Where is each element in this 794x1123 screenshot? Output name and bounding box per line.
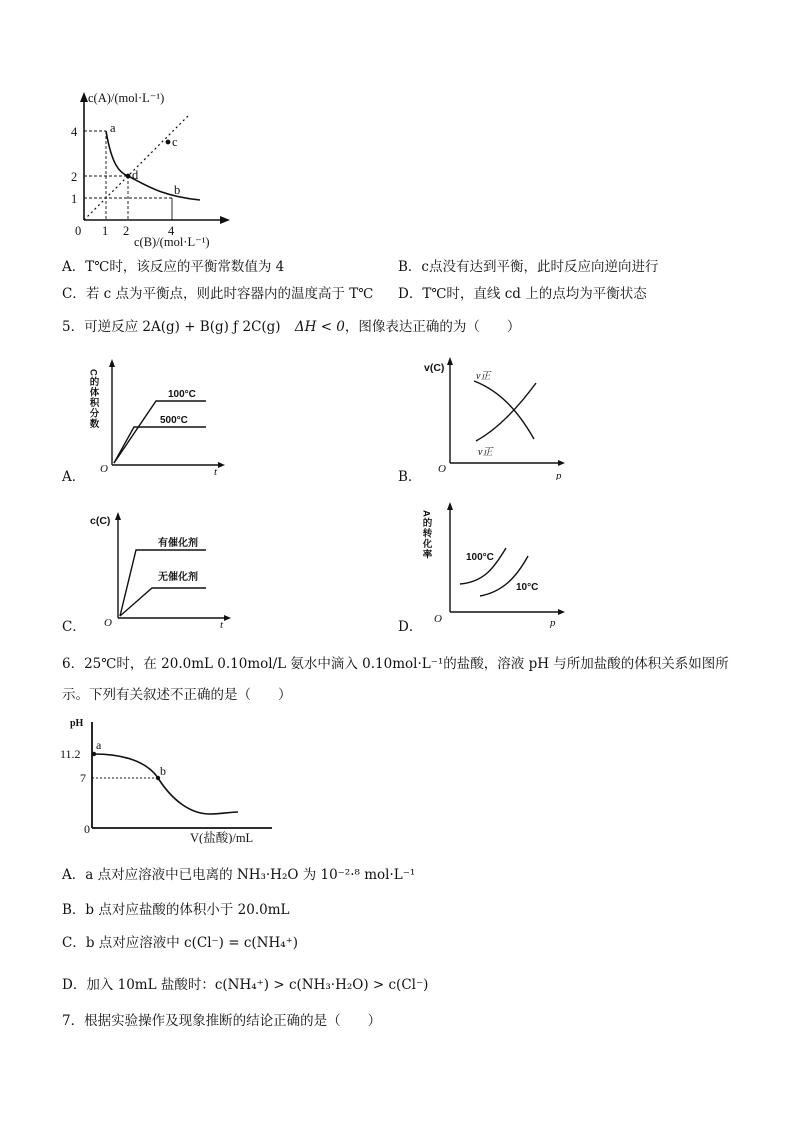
- q6-titration-graph: [60, 712, 280, 844]
- chart-c-origin: O: [104, 617, 112, 628]
- point-c: [166, 140, 171, 145]
- chart-d-origin: O: [434, 613, 442, 625]
- chart-b-ylabel: v(C): [424, 362, 445, 374]
- q6-label-b: b: [160, 764, 166, 778]
- xtick-1: 1: [102, 224, 109, 238]
- chart-d-curve1: 100°C: [466, 552, 494, 563]
- q6-y1: 11.2: [60, 747, 81, 761]
- q6-option-b: B．b 点对应盐酸的体积小于 20.0mL: [62, 902, 290, 918]
- q4-option-d: D．T℃时，直线 cd 上的点均为平衡状态: [398, 286, 647, 302]
- q4-ylabel: c(A)/(mol·L⁻¹): [88, 91, 165, 105]
- chart-a-ylabel: C的体积分数: [88, 369, 99, 430]
- q5-stem-suffix: ，图像表达正确的为（ ）: [344, 319, 521, 335]
- xtick-2: 2: [123, 224, 130, 238]
- chart-a-origin: O: [100, 463, 108, 475]
- q4-equilibrium-graph: [60, 88, 260, 256]
- chart-b-curve2: v正: [478, 447, 493, 458]
- chart-a-xaxis: t: [214, 466, 218, 475]
- equilibrium-curve: [106, 131, 200, 200]
- chart-c-curve1: 有催化剂: [158, 538, 198, 549]
- q5-stem-prefix: 5．可逆反应: [62, 319, 139, 335]
- chart-d-xaxis: p: [550, 617, 556, 628]
- chart-b-xaxis: p: [556, 470, 562, 480]
- chart-b-origin: O: [438, 463, 446, 475]
- chart-b-curve1: v正: [476, 371, 491, 382]
- q5-chart-c: [88, 508, 248, 628]
- q6-stem-line2: 示。下列有关叙述不正确的是（ ）: [62, 687, 292, 703]
- q5-letter-a: A．: [62, 469, 86, 485]
- q5-letter-b: B．: [398, 469, 422, 485]
- q5-chart-b: [420, 355, 580, 480]
- xtick-4: 4: [168, 224, 175, 238]
- q6-option-a: A．a 点对应溶液中已电离的 NH₃·H₂O 为 10⁻²·⁸ mol·L⁻¹: [62, 867, 416, 883]
- q4-option-a: A．T℃时，该反应的平衡常数值为 4: [62, 259, 285, 275]
- chart-a-curve2: 500°C: [160, 415, 188, 426]
- q4-option-b: B．c点没有达到平衡，此时反应向逆向进行: [398, 259, 659, 275]
- chart-c-xaxis: t: [220, 619, 224, 628]
- ytick-1: 1: [71, 192, 78, 206]
- q6-stem-line1: 6．25℃时，在 20.0mL 0.10mol/L 氨水中滴入 0.10mol·L⁻¹的盐酸，溶液 pH 与所加盐酸的体积关系如图所: [62, 656, 729, 672]
- point-d: [126, 174, 131, 179]
- q6-ylabel: pH: [70, 718, 84, 729]
- q4-xlabel: c(B)/(mol·L⁻¹): [134, 235, 210, 249]
- x-axis-arrow: [220, 216, 230, 224]
- diagonal-line: [84, 114, 190, 220]
- label-b: b: [174, 183, 181, 197]
- point-a: [92, 752, 96, 756]
- ytick-0: 0: [75, 224, 82, 238]
- q7-stem: 7．根据实验操作及现象推断的结论正确的是（ ）: [62, 1013, 382, 1029]
- ytick-2: 2: [71, 170, 78, 184]
- titration-curve: [94, 754, 238, 814]
- y-axis-arrow: [80, 92, 88, 102]
- q5-delta-h: ΔH < 0: [294, 319, 345, 335]
- q5-stem: [62, 318, 520, 336]
- q6-origin: 0: [84, 822, 90, 836]
- q5-chart-d: [420, 498, 580, 628]
- ytick-4: 4: [71, 125, 78, 139]
- chart-d-curve2: 10°C: [516, 582, 539, 593]
- q5-letter-d: D．: [398, 619, 423, 635]
- q6-option-c: C．b 点对应溶液中 c(Cl⁻) = c(NH₄⁺): [62, 935, 299, 951]
- chart-a-curve1: 100°C: [168, 389, 196, 400]
- q6-xlabel: V(盐酸)/mL: [190, 831, 254, 844]
- chart-d-ylabel: A的转化率: [420, 510, 432, 560]
- q6-option-d: D．加入 10mL 盐酸时：c(NH₄⁺) > c(NH₃·H₂O) > c(Cl⁻): [62, 977, 429, 993]
- label-a: a: [110, 121, 116, 135]
- label-c: c: [172, 135, 178, 149]
- label-d: d: [132, 168, 139, 182]
- q5-equation: 2A(g) + B(g) ƒ 2C(g): [142, 319, 281, 335]
- chart-c-ylabel: c(C): [90, 515, 111, 527]
- q5-letter-c: C．: [62, 619, 86, 635]
- chart-c-curve2: 无催化剂: [158, 572, 198, 583]
- q5-chart-a: [88, 355, 238, 475]
- q6-label-a: a: [96, 738, 102, 752]
- q4-option-c: C．若 c 点为平衡点，则此时容器内的温度高于 T℃: [62, 286, 374, 302]
- q6-y2: 7: [80, 771, 86, 785]
